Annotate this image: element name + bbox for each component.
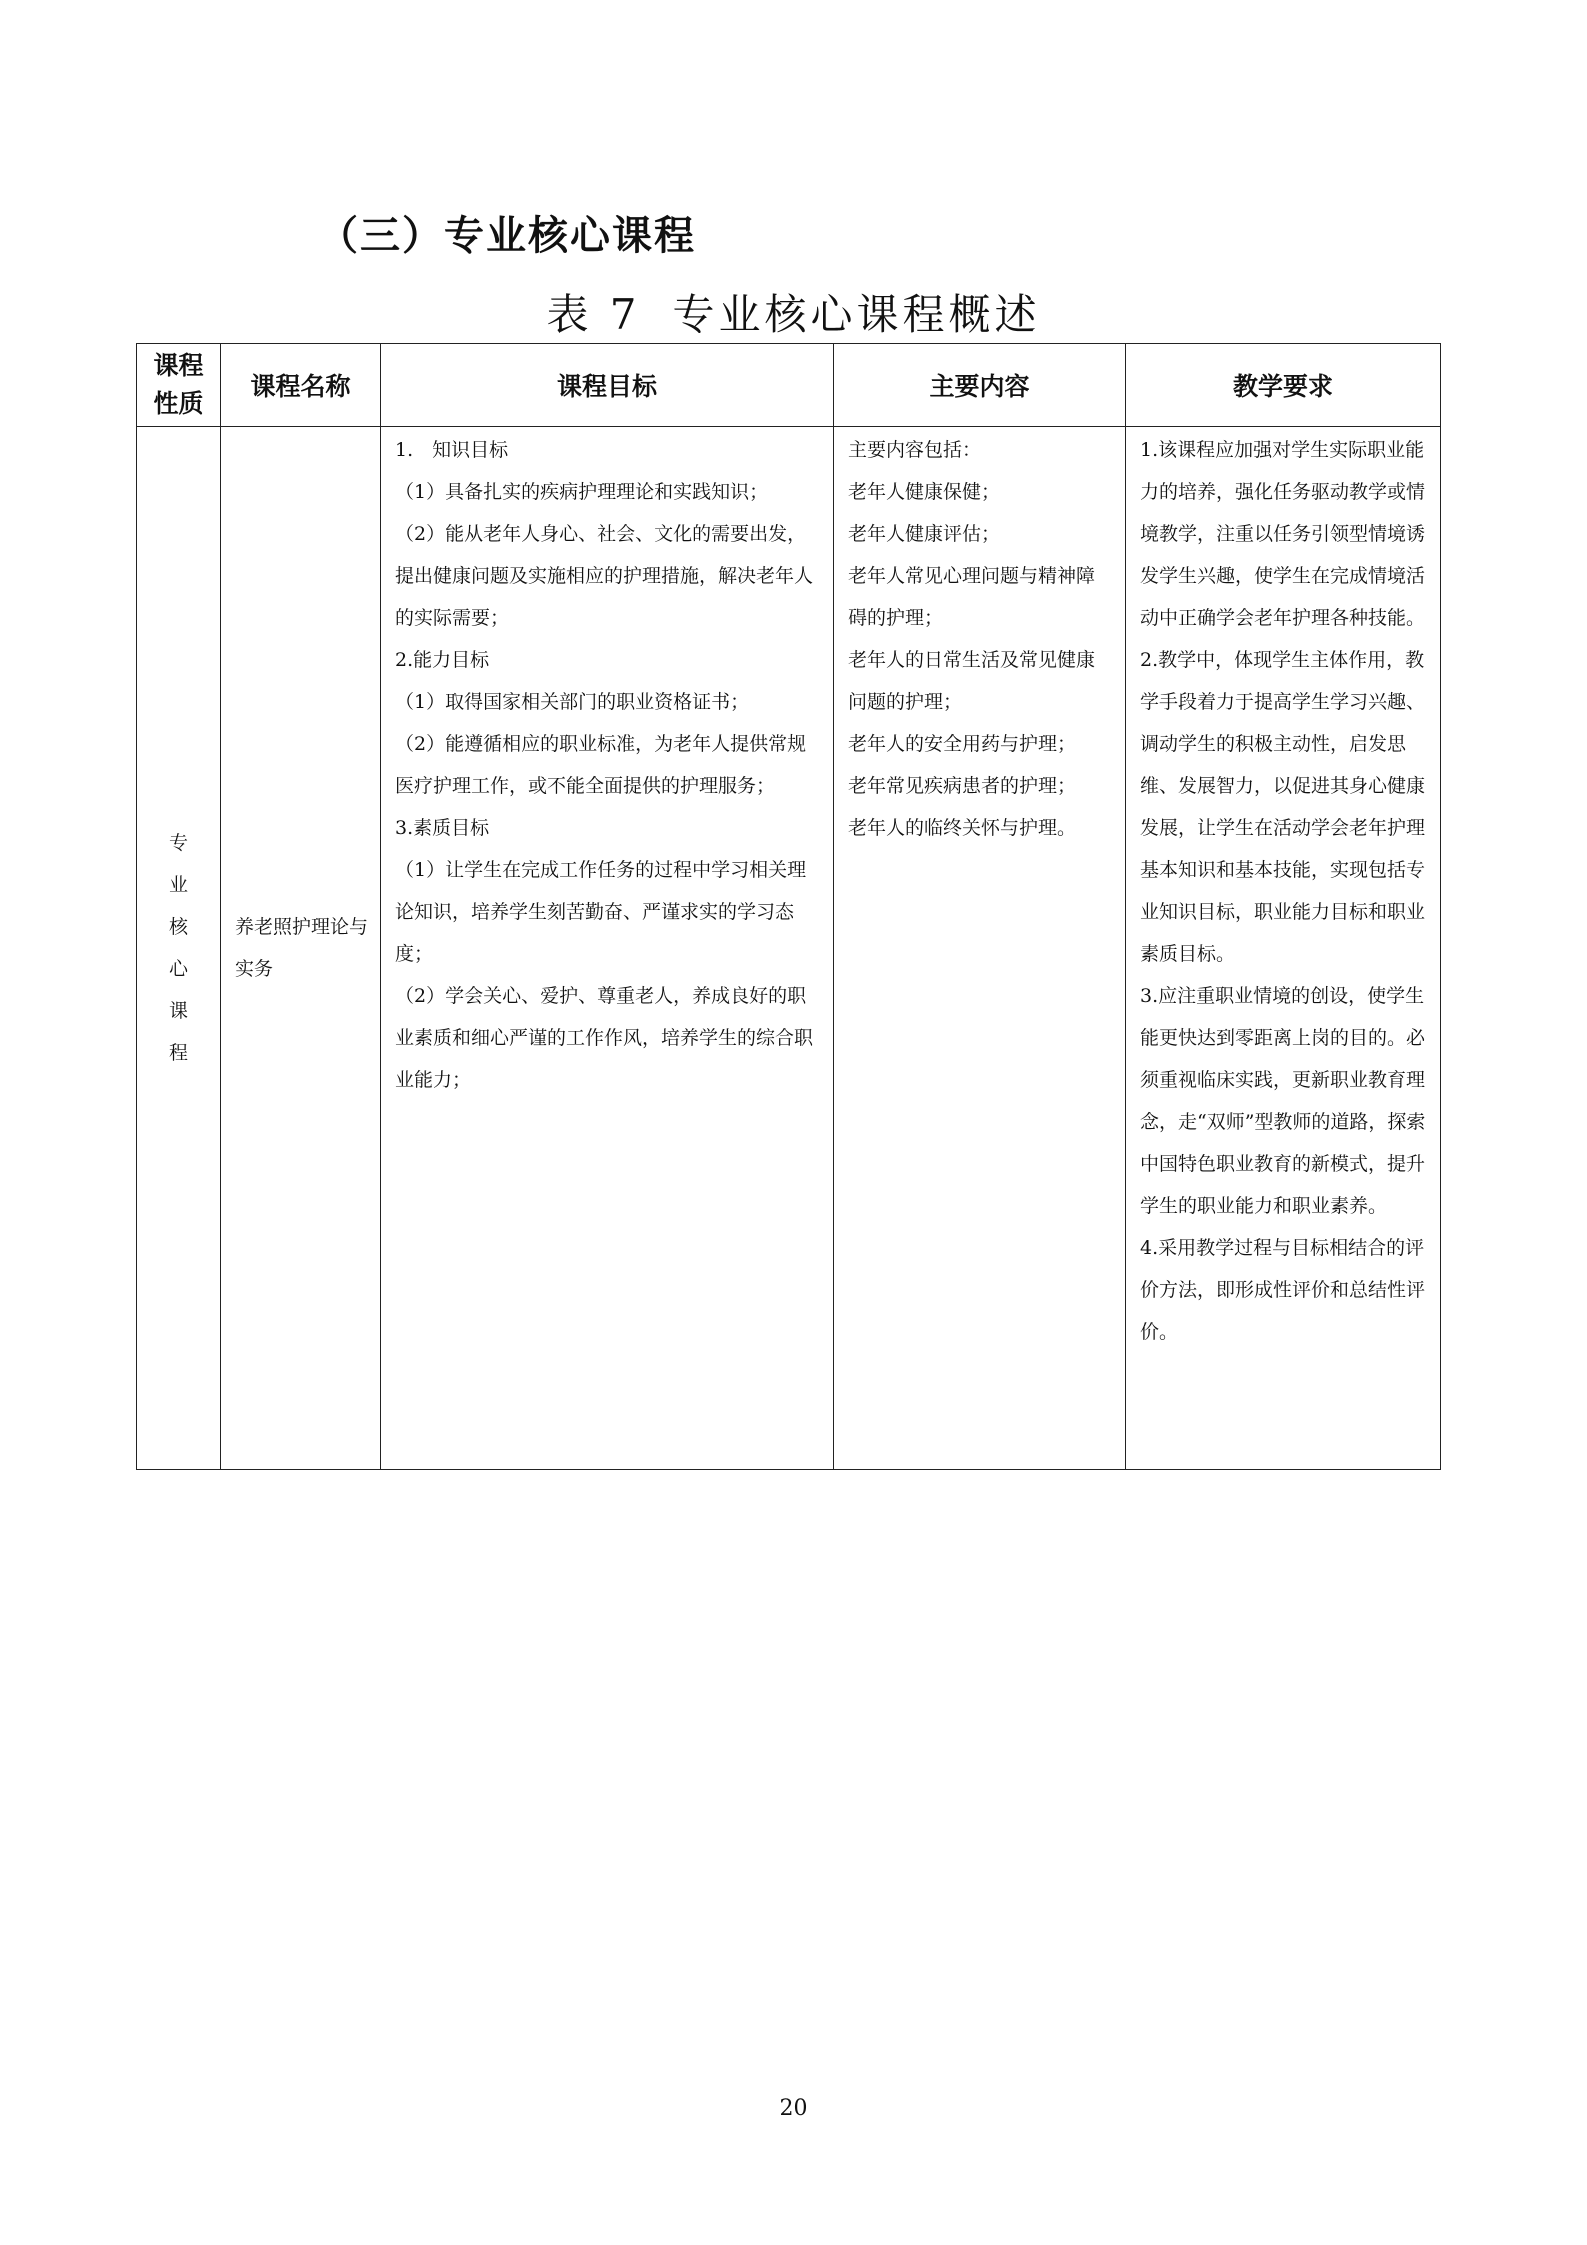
header-course-goals: 课程目标 xyxy=(381,344,834,427)
table-title-text: 专业核心课程概述 xyxy=(672,290,1041,339)
cell-course-nature: 专 业 核 心 课 程 xyxy=(137,427,221,1470)
cell-course-goals: 1. 知识目标 （1）具备扎实的疾病护理理论和实践知识； （2）能从老年人身心、社会、文化的需要出发，提出健康问题及实施相应的护理措施，解决老年人的实际需要； 2.能力目标 （1）取得国家相关部门的职业资格证书； （2）能遵循相应的职业标准，为老年人提供常规医疗护理工作，或不能全面提供的护理服务； 3.素质目标 （1）让学生在完成工作任务的过程中学习相关理论知识，培养学生刻苦勤奋、严谨求实的学习态度； （2）学会关心、爱护、尊重老人，养成良好的职业素质和细心严谨的工作作风，培养学生的综合职业能力； xyxy=(381,427,834,1470)
header-course-nature: 课程 性质 xyxy=(137,344,221,427)
cell-teaching-requirements: 1.该课程应加强对学生实际职业能力的培养，强化任务驱动教学或情境教学，注重以任务引领型情境诱发学生兴趣，使学生在完成情境活动中正确学会老年护理各种技能。 2.教学中，体现学生主体作用，教学手段着力于提高学生学习兴趣、调动学生的积极主动性，启发思维、发展智力，以促进其身心健康发展，让学生在活动学会老年护理基本知识和基本技能，实现包括专业知识目标，职业能力目标和职业素质目标。 3.应注重职业情境的创设，使学生能更快达到零距离上岗的目的。必须重视临床实践，更新职业教育理念，走“双师”型教师的道路，探索中国特色职业教育的新模式，提升学生的职业能力和职业素养。 4.采用教学过程与目标相结合的评价方法，即形成性评价和总结性评价。 xyxy=(1126,427,1441,1470)
table-row xyxy=(137,427,1441,1470)
cell-main-content: 主要内容包括： 老年人健康保健； 老年人健康评估； 老年人常见心理问题与精神障碍的护理； 老年人的日常生活及常见健康问题的护理； 老年人的安全用药与护理； 老年常见疾病患者的护理； 老年人的临终关怀与护理。 xyxy=(834,427,1126,1470)
section-heading: （三）专业核心课程 xyxy=(318,213,696,259)
table-number: 表 7 xyxy=(546,290,641,339)
page-number: 20 xyxy=(779,2096,808,2121)
header-course-name: 课程名称 xyxy=(221,344,381,427)
cell-course-name: 养老照护理论与实务 xyxy=(221,427,381,1470)
header-main-content: 主要内容 xyxy=(834,344,1126,427)
header-row xyxy=(137,344,1441,427)
header-teaching-requirements: 教学要求 xyxy=(1126,344,1441,427)
course-table xyxy=(136,343,1441,1470)
table-title xyxy=(0,282,1587,342)
